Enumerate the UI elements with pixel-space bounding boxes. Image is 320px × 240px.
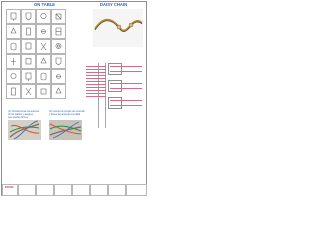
- connection-grid: [6, 9, 66, 106]
- connector-symbol: [55, 12, 62, 21]
- wire-line: [86, 75, 106, 76]
- connector-symbol: [55, 27, 62, 36]
- title-block-cell: [72, 184, 90, 196]
- wire-line: [86, 78, 106, 79]
- document-page: [0, 0, 149, 198]
- wire-line: [110, 88, 142, 89]
- connector-symbol: [55, 57, 62, 66]
- wire-line: [86, 96, 106, 97]
- title-block-cell: [126, 184, 147, 196]
- wire-line: [86, 84, 106, 85]
- connector-symbol: [10, 57, 17, 66]
- wire-line: [110, 100, 142, 101]
- connector-symbol: [10, 27, 17, 36]
- connector-symbol: [55, 42, 62, 51]
- connector-symbol: [10, 42, 17, 51]
- title-block-cell: [90, 184, 108, 196]
- connector-symbol: [40, 12, 47, 21]
- left-note-line: que queden firmes: [8, 116, 28, 119]
- wire-line: [110, 83, 142, 84]
- cable-photo-left: [8, 120, 41, 140]
- connector-symbol: [25, 72, 32, 81]
- connector-symbol: [25, 87, 32, 96]
- connector-symbol: [10, 12, 17, 21]
- connector-block: [108, 80, 122, 92]
- left-note-line: (1) Introduzca las conexiones: [8, 110, 40, 113]
- title-block-cell: [36, 184, 54, 196]
- wire-line: [110, 105, 142, 106]
- title-block: [0, 184, 149, 196]
- right-note-line: y alinee de acuerdo a la tabla: [49, 113, 81, 116]
- connector-symbol: [40, 42, 47, 51]
- connector-symbol: [25, 57, 32, 66]
- cable-photo-right: [49, 120, 82, 140]
- wire-line: [86, 72, 106, 73]
- connector-symbol: [40, 72, 47, 81]
- connector-block: [108, 63, 122, 75]
- connector-symbol: [25, 27, 32, 36]
- wire-line: [86, 90, 106, 91]
- connector-symbol: [10, 72, 17, 81]
- title-block-cell: [18, 184, 36, 196]
- wire-line: [86, 69, 106, 70]
- brand-logo: EPSON: [5, 186, 14, 189]
- connector-symbol: [40, 27, 47, 36]
- connector-block: [108, 97, 122, 109]
- connector-symbol: [40, 57, 47, 66]
- connector-symbol: [55, 87, 62, 96]
- cable-photo-top-right: [93, 9, 143, 47]
- connector-symbol: [25, 12, 32, 21]
- wire-line: [86, 87, 106, 88]
- wire-line: [110, 71, 142, 72]
- left-note-line: de los cables y asegure: [8, 113, 34, 116]
- connector-symbol: [25, 42, 32, 51]
- left-title: ON TABLE: [34, 2, 56, 7]
- connector-symbol: [10, 87, 17, 96]
- title-block-cell: [54, 184, 72, 196]
- wire-line: [86, 93, 106, 94]
- connector-symbol: [55, 72, 62, 81]
- wire-line: [110, 66, 142, 67]
- title-block-cell: [108, 184, 126, 196]
- wire-line: [86, 66, 106, 67]
- right-title: DAISY CHAIN: [100, 2, 128, 7]
- connector-symbol: [40, 87, 47, 96]
- wire-line: [86, 81, 106, 82]
- right-note-line: (2) Inserte los puntos de conexión: [49, 110, 86, 113]
